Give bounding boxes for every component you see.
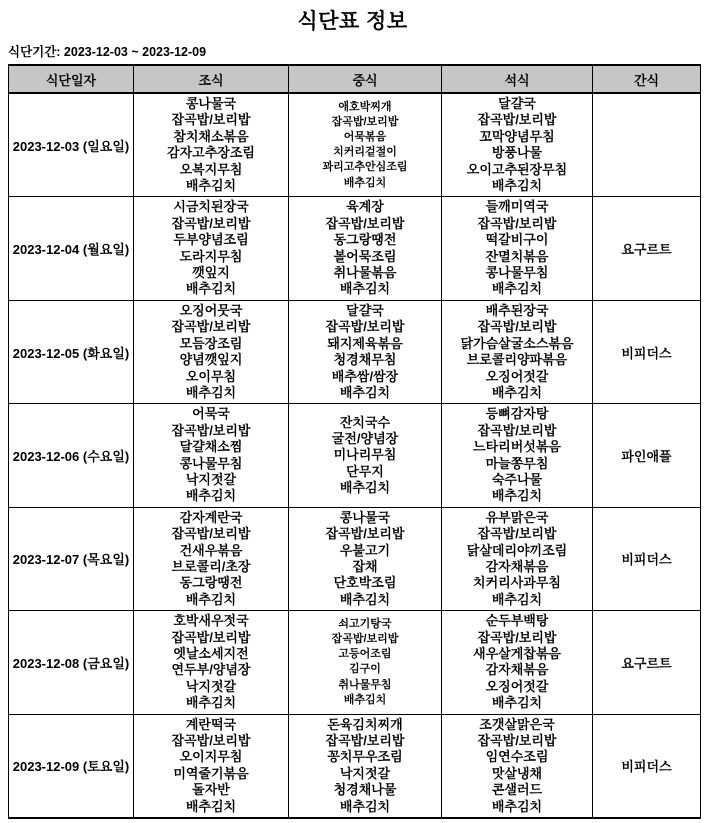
- snack-cell: 비피더스: [593, 300, 701, 403]
- menu-item: 꼬막양념무침: [479, 128, 555, 144]
- lunch-cell: [289, 404, 442, 507]
- menu-item: 계란떡국: [185, 716, 237, 732]
- menu-item: 낙지젓갈: [339, 765, 391, 781]
- menu-item: 배추김치: [339, 281, 391, 297]
- menu-item: 마늘쫑무침: [485, 455, 549, 471]
- menu-item: 달걀채소찜: [179, 439, 243, 455]
- menu-item: 닭가슴살굴소스볶음: [460, 335, 574, 351]
- menu-item: 배추김치: [339, 384, 391, 400]
- header-breakfast: 조식: [134, 65, 289, 93]
- menu-item: 잡곡밥/보리밥: [171, 526, 251, 542]
- breakfast-cell: [134, 93, 289, 197]
- dinner-cell: [442, 404, 593, 507]
- menu-item: 배추김치: [185, 591, 237, 607]
- menu-item: 고등어조림: [338, 648, 392, 661]
- menu-item: 오징어젓갈: [485, 368, 549, 384]
- menu-item: 숙주나물: [491, 471, 543, 487]
- table-row: [9, 197, 701, 300]
- menu-item: 오징어젓갈: [485, 678, 549, 694]
- menu-item: 육계장: [346, 199, 384, 215]
- menu-item: 배추김치: [185, 798, 237, 814]
- menu-item: 떡갈비구이: [485, 232, 549, 248]
- menu-item: 배추김치: [491, 281, 543, 297]
- menu-item: 모듬장조림: [179, 335, 243, 351]
- menu-item: 굴전/양념장: [331, 430, 399, 446]
- menu-item: 잡곡밥/보리밥: [171, 422, 251, 438]
- menu-item: 잡곡밥/보리밥: [477, 319, 557, 335]
- header-snack: 간식: [593, 65, 701, 93]
- snack-cell: 파인애플: [593, 404, 701, 507]
- menu-item: 잡곡밥/보리밥: [325, 733, 405, 749]
- dinner-cell: [442, 197, 593, 300]
- menu-item: 엣날소세지전: [173, 646, 249, 661]
- menu-item: 새우살게찹볶음: [473, 646, 561, 661]
- menu-item: 단호박조림: [333, 575, 397, 591]
- breakfast-cell: [134, 300, 289, 403]
- menu-item: 잡곡밥/보리밥: [477, 526, 557, 542]
- date-cell: 2023-12-08 (금요일): [9, 611, 134, 714]
- menu-item: 김구이: [349, 663, 381, 676]
- menu-item: 잡곡밥/보리밥: [171, 319, 251, 335]
- menu-item: 배추김치: [185, 178, 237, 194]
- menu-item: 배추김치: [185, 281, 237, 297]
- menu-item: 배추김치: [491, 384, 543, 400]
- table-header: [9, 65, 701, 93]
- menu-item: 방풍나물: [491, 145, 543, 161]
- table-row: [9, 507, 701, 610]
- meal-plan-table: [8, 64, 701, 819]
- dinner-cell: [442, 714, 593, 818]
- menu-item: 콘샐러드: [491, 782, 543, 798]
- date-cell: 2023-12-04 (월요일): [9, 197, 134, 300]
- date-cell: 2023-12-09 (토요일): [9, 714, 134, 818]
- menu-item: 치커리사과무침: [473, 575, 561, 591]
- header-date: 식단일자: [9, 65, 134, 93]
- menu-item: 오이고추된장무침: [466, 161, 568, 177]
- page-title: 식단표 정보: [297, 10, 408, 33]
- snack-cell: 요구르트: [593, 611, 701, 714]
- menu-item: 등뼈감자탕: [485, 406, 549, 422]
- breakfast-cell: [134, 404, 289, 507]
- lunch-cell: [289, 611, 442, 714]
- lunch-cell: [289, 300, 442, 403]
- menu-item: 브로콜리양파볶음: [466, 352, 568, 368]
- menu-item: 꽈리고추안심조림: [322, 161, 408, 174]
- menu-item: 배추김치: [343, 176, 387, 189]
- menu-item: 미나리무침: [333, 447, 397, 463]
- snack-cell: 비피더스: [593, 507, 701, 610]
- menu-item: 배추김치: [491, 488, 543, 504]
- menu-item: 배추김치: [491, 695, 543, 711]
- menu-item: 취나물무침: [338, 678, 392, 691]
- dinner-cell: [442, 507, 593, 610]
- menu-item: 콩나물국: [339, 509, 391, 525]
- menu-item: 배추쌈/쌈장: [331, 368, 399, 384]
- menu-item: 쇠고기탕국: [338, 617, 392, 630]
- menu-item: 연두부/양념장: [171, 662, 251, 678]
- menu-item: 애호박찌개: [338, 100, 392, 113]
- snack-cell: 요구르트: [593, 197, 701, 300]
- dinner-cell: [442, 611, 593, 714]
- menu-item: 돈육김치찌개: [327, 716, 403, 732]
- menu-item: 감자채볶음: [485, 662, 549, 678]
- menu-item: 청경채무침: [333, 352, 397, 368]
- menu-item: 느타리버섯볶음: [473, 439, 561, 455]
- menu-item: 꽁치무우조림: [327, 749, 403, 765]
- date-cell: 2023-12-03 (일요일): [9, 93, 134, 197]
- menu-item: 잡곡밥/보리밥: [477, 215, 557, 231]
- menu-item: 배추김치: [185, 488, 237, 504]
- menu-item: 오이지무침: [179, 749, 243, 765]
- menu-item: 잔치국수: [339, 414, 391, 430]
- menu-item: 잡곡밥/보리밥: [325, 319, 405, 335]
- menu-item: 배추김치: [491, 178, 543, 194]
- menu-item: 콩나물무침: [485, 265, 549, 281]
- menu-item: 배추김치: [185, 384, 237, 400]
- menu-item: 잡곡밥/보리밥: [331, 633, 399, 645]
- menu-item: 배추김치: [339, 480, 391, 496]
- lunch-cell: [289, 714, 442, 818]
- menu-item: 배추김치: [339, 798, 391, 814]
- menu-item: 배추김치: [339, 591, 391, 607]
- period-label: 식단기간: 2023-12-03 ~ 2023-12-09: [8, 45, 207, 59]
- menu-item: 달걀국: [498, 96, 536, 111]
- menu-item: 호박새우젓국: [173, 613, 249, 629]
- menu-item: 임연수조림: [485, 749, 549, 765]
- menu-item: 조갯살맑은국: [479, 716, 555, 732]
- date-cell: 2023-12-06 (수요일): [9, 404, 134, 507]
- menu-item: 양념깻잎지: [179, 352, 243, 368]
- table-row: [9, 611, 701, 714]
- menu-item: 잡곡밥/보리밥: [325, 526, 405, 542]
- menu-item: 유부맑은국: [485, 509, 549, 525]
- table-row: [9, 404, 701, 507]
- menu-item: 오징어뭇국: [179, 302, 243, 318]
- menu-item: 오이무침: [185, 368, 237, 384]
- dinner-cell: [442, 93, 593, 197]
- menu-item: 배추김치: [491, 591, 543, 607]
- menu-item: 동그랑땡전: [179, 575, 243, 591]
- menu-item: 잡곡밥/보리밥: [325, 215, 405, 231]
- menu-item: 잡곡밥/보리밥: [171, 112, 251, 128]
- menu-item: 잔멸치볶음: [485, 248, 549, 264]
- menu-item: 낙지젓갈: [185, 678, 237, 694]
- menu-item: 배추김치: [343, 693, 387, 706]
- menu-item: 잡곡밥/보리밥: [477, 733, 557, 749]
- menu-item: 오복지무침: [179, 161, 243, 177]
- menu-item: 들깨미역국: [485, 199, 549, 215]
- menu-item: 감자고추장조림: [167, 145, 255, 161]
- menu-item: 건새우볶음: [179, 542, 243, 558]
- lunch-cell: [289, 197, 442, 300]
- lunch-cell: [289, 507, 442, 610]
- menu-item: 잡곡밥/보리밥: [477, 422, 557, 438]
- header-lunch: 중식: [289, 65, 442, 93]
- breakfast-cell: [134, 714, 289, 818]
- menu-item: 순두부백탕: [485, 613, 549, 629]
- snack-cell: 비피더스: [593, 714, 701, 818]
- menu-item: 시금치된장국: [173, 199, 249, 215]
- menu-item: 콩나물무침: [179, 455, 243, 471]
- breakfast-cell: [134, 611, 289, 714]
- table-row: [9, 300, 701, 403]
- menu-item: 치커리겉절이: [333, 146, 397, 159]
- table-body: [9, 93, 701, 818]
- menu-item: 감자채볶음: [485, 558, 549, 574]
- menu-item: 돼지제육볶음: [327, 335, 403, 351]
- menu-item: 감자계란국: [179, 509, 243, 525]
- menu-item: 미역줄기볶음: [173, 765, 249, 781]
- menu-item: 참치채소볶음: [173, 128, 249, 144]
- menu-item: 배추된장국: [485, 302, 549, 318]
- date-cell: 2023-12-05 (화요일): [9, 300, 134, 403]
- header-dinner: 석식: [442, 65, 593, 93]
- date-cell: 2023-12-07 (목요일): [9, 507, 134, 610]
- menu-item: 동그랑땡전: [333, 232, 397, 248]
- menu-item: 잡곡밥/보리밥: [477, 629, 557, 645]
- menu-item: 잡곡밥/보리밥: [171, 629, 251, 645]
- menu-item: 낙지젓갈: [185, 471, 237, 487]
- table-row: [9, 93, 701, 197]
- menu-item: 어묵볶음: [343, 131, 387, 144]
- lunch-cell: [289, 93, 442, 197]
- menu-item: 우불고기: [339, 542, 391, 558]
- menu-item: 달걀국: [346, 302, 384, 318]
- table-row: [9, 714, 701, 818]
- menu-item: 어묵국: [192, 406, 230, 422]
- breakfast-cell: [134, 507, 289, 610]
- menu-item: 돌자반: [192, 782, 230, 798]
- menu-item: 취나물볶음: [333, 265, 397, 281]
- menu-item: 잡곡밥/보리밥: [171, 733, 251, 749]
- menu-item: 콩나물국: [185, 96, 237, 111]
- menu-item: 잡채: [352, 558, 378, 574]
- menu-item: 깻잎지: [192, 265, 230, 281]
- menu-item: 도라지무침: [179, 248, 243, 264]
- menu-item: 청경채나물: [333, 782, 397, 798]
- breakfast-cell: [134, 197, 289, 300]
- menu-item: 볼어묵조림: [333, 248, 397, 264]
- menu-item: 두부양념조림: [173, 232, 249, 248]
- menu-item: 배추김치: [185, 695, 237, 711]
- menu-item: 잡곡밥/보리밥: [477, 112, 557, 128]
- menu-item: 잡곡밥/보리밥: [171, 215, 251, 231]
- header-row: [9, 65, 701, 93]
- menu-item: 닭살데리야끼조림: [466, 542, 568, 558]
- snack-cell: [593, 93, 701, 197]
- menu-item: 맛살냉채: [491, 765, 543, 781]
- menu-item: 단무지: [346, 463, 384, 479]
- menu-item: 배추김치: [491, 798, 543, 814]
- menu-item: 브로콜리/초장: [171, 558, 251, 574]
- menu-item: 잡곡밥/보리밥: [331, 115, 399, 128]
- dinner-cell: [442, 300, 593, 403]
